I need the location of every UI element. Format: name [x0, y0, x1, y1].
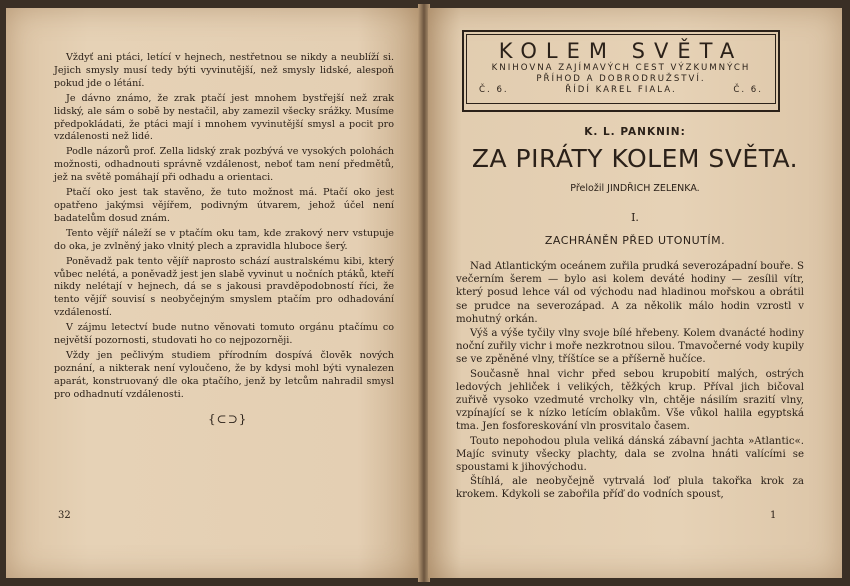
paragraph: Výš a výše tyčily vlny svoje bílé hřebeny. Kolem dvanácté hodiny noční zuřily vichr i moře nezkrotnou silou. Tmavočerné vody kupily se ve zpěněné vlny, tříštíce se a příšerně hučíce.: [456, 328, 805, 366]
paragraph: Touto nepohodou plula veliká dánská zábavní jachta »Atlantic«. Majíc svinuty všecky plachty, dala se zvolna hnáti valícími se spoustami k jihovýchodu.: [456, 435, 804, 474]
paragraph: Je dávno známo, že zrak ptačí jest mnohem bystřejší než zrak lidský, ale sám o sobě by nestačil, aby zamezil všecky srážky. Musíme předpokládati, že ptáci mají i mnohem vyvinutější smysl a pocit pro vzdálenosti než lidé.: [54, 92, 394, 143]
right-page: [428, 8, 842, 578]
paragraph: V zájmu letectví bude nutno věnovati tomuto orgánu ptačímu co největší pozornosti, studovati ho co nejpozorněji.: [54, 322, 394, 347]
book-title: ZA PIRÁTY KOLEM SVĚTA.: [471, 144, 799, 173]
series-title: KOLEM SVĚTA: [498, 39, 744, 63]
paragraph: Vždy jen pečlivým studiem přírodním dospívá člověk nových poznání, a nikterak není vyloučeno, že by kdysi mohl býti vynalezen aparát, konstruovaný dle oka ptačího, jenž by letcům nahradil smysl pro odhadnutí vzdálenosti.: [54, 349, 394, 400]
paragraph: Tento vějíř náleží se v ptačím oku tam, kde zrakový nerv vstupuje do oka, je zvlněný jako vlnitý plech a zpravidla hluboce šerý.: [54, 227, 394, 252]
paragraph: Poněvadž pak tento vějíř naprosto schází australskému kibi, který vůbec nelétá, a poněvadž jest jen slabě vyvinut u nočních ptáků, kteří nikdy nelétají v hejnech, dá se s jakousi pravděpodobností říci, že tento vějíř souvisí s neobyčejným smyslem ptačím pro odhadování vzdáleností.: [54, 255, 394, 319]
paragraph: Současně hnal vichr před sebou krupobití malých, ostrých ledových jehliček i velikých, těžkých krup. Příval jich bičoval zuřivě vysoko vzedmuté vrcholky vln, chtěje násilím srazití vlny, vzpínající se k nízko letícím oblakům. Vše vůkol halila egyptská tma. Jen fosforeskování vln prosvitalo časem.: [456, 368, 804, 433]
series-number-right: Č. 6.: [733, 85, 763, 95]
right-page-text: [456, 260, 804, 503]
left-page-text: [54, 52, 394, 404]
author-name: K. L. PANKNIN:: [584, 126, 686, 138]
page-number-left: 32: [58, 510, 71, 521]
chapter-number: I.: [631, 211, 639, 224]
paragraph: Štíhlá, ale neobyčejně vytrvalá loď plula takořka krok za krokem. Kdykoli se zabořila příď do vodních spoust,: [456, 476, 804, 501]
ornament: {⊂⊃}: [208, 412, 248, 426]
series-subtitle-1: KNIHOVNA ZAJÍMAVÝCH CEST VÝZKUMNÝCH: [491, 63, 751, 73]
series-number-left: Č. 6.: [479, 85, 509, 95]
translator-credit: Přeložil JINDŘICH ZELENKA.: [570, 183, 700, 194]
paragraph: Vždyť ani ptáci, letící v hejnech, nestřetnou se nikdy a neublíží si. Jejich smysly musí tedy býti vyvinutější, než smysly lidské, alespoň pokud jde o létání.: [54, 52, 394, 89]
paragraph: Podle názorů prof. Zella lidský zrak pozbývá ve vysokých polohách možnosti, odhadnouti správně vzdálenost, neboť tam není předmětů, jež na světě pomáhají při odhadu a orientaci.: [54, 146, 394, 184]
chapter-title: ZACHRÁNĚN PŘED UTONUTÍM.: [544, 234, 726, 247]
paragraph: Ptačí oko jest tak stavěno, že tuto možnost má. Ptačí oko jest opatřeno jakýmsi vějířem, podivným útvarem, jehož účel není badatelům dosud znám.: [54, 187, 394, 224]
series-editor: ŘÍDÍ KAREL FIALA.: [565, 85, 677, 95]
series-subtitle-2: PŘÍHOD A DOBRODRUŽSTVÍ.: [536, 74, 706, 84]
left-page: [6, 8, 420, 578]
paragraph: Nad Atlantickým oceánem zuřila prudká severozápadní bouře. S večerním šerem — bylo asi kolem deváté hodiny — zesílil vítr, který posud lehce vál od východu nad hladinou mořskou a obrátil se prudce na severozápad. A za několik málo hodin vzrostl v mohutný orkán.: [456, 261, 804, 325]
series-header-box: [462, 30, 780, 112]
page-number-right: 1: [770, 510, 777, 521]
